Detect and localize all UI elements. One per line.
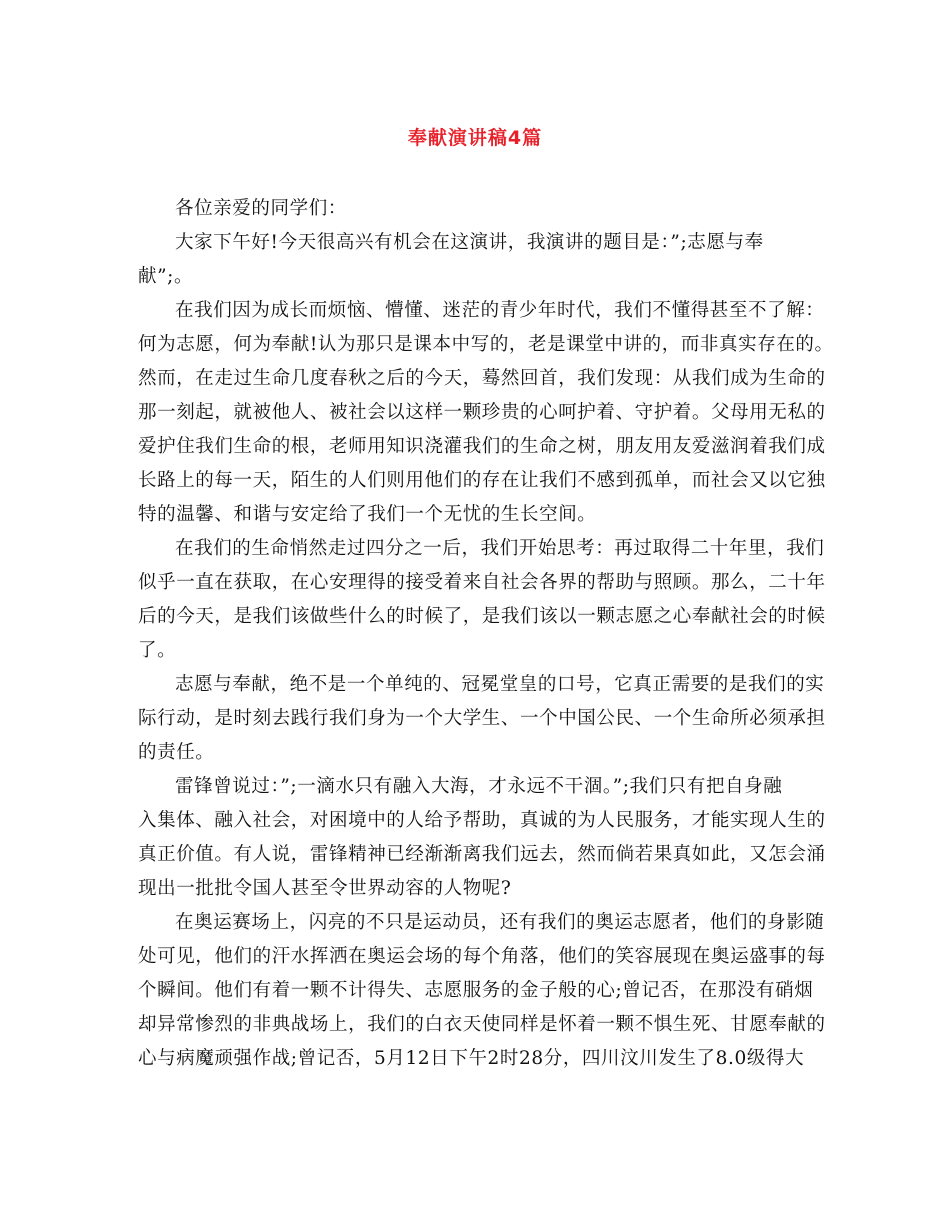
text-line: 处可见，他们的汗水挥洒在奥运会场的每个角落，他们的笑容展现在奥运盛事的每 [138, 946, 826, 967]
text-line: 入集体、融入社会，对困境中的人给予帮助，真诚的为人民服务，才能实现人生的 [138, 810, 826, 831]
text-line: 现出一批批令国人甚至令世界动容的人物呢? [138, 878, 512, 899]
text-line: 的责任。 [138, 742, 215, 763]
text-line: 似乎一直在获取，在心安理得的接受着来自社会各界的帮助与照顾。那么，二十年 [138, 572, 826, 593]
text-line: 那一刻起，就被他人、被社会以这样一颗珍贵的心呵护着、守护着。父母用无私的 [138, 402, 826, 423]
text-line: 雷锋曾说过：”;一滴水只有融入大海，才永远不干涸。”;我们只有把自身融 [175, 776, 783, 797]
document-title: 奉献演讲稿4篇 [407, 127, 543, 149]
text-line: 献”;。 [138, 266, 194, 287]
text-line: 各位亲爱的同学们： [175, 198, 347, 219]
text-line: 长路上的每一天，陌生的人们则用他们的存在让我们不感到孤单，而社会又以它独 [138, 470, 826, 491]
text-line: 何为志愿，何为奉献!认为那只是课本中写的，老是课堂中讲的，而非真实存在的。 [138, 334, 834, 355]
text-line: 真正价值。有人说，雷锋精神已经渐渐离我们远去，然而倘若果真如此，又怎会涌 [138, 844, 826, 865]
text-line: 在我们因为成长而烦恼、懵懂、迷茫的青少年时代，我们不懂得甚至不了解： [175, 300, 825, 321]
text-line: 后的今天，是我们该做些什么的时候了，是我们该以一颗志愿之心奉献社会的时候 [138, 606, 826, 627]
text-line: 心与病魔顽强作战;曾记否，5月12日下午2时28分，四川汶川发生了8.0级得大 [138, 1048, 805, 1069]
text-line: 个瞬间。他们有着一颗不计得失、志愿服务的金子般的心;曾记否，在那没有硝烟 [138, 980, 814, 1001]
text-line: 特的温馨、和谐与安定给了我们一个无忧的生长空间。 [138, 504, 597, 525]
text-line: 志愿与奉献，绝不是一个单纯的、冠冕堂皇的口号，它真正需要的是我们的实 [175, 674, 825, 695]
text-line: 在我们的生命悄然走过四分之一后，我们开始思考：再过取得二十年里，我们 [175, 538, 825, 559]
text-line: 际行动，是时刻去践行我们身为一个大学生、一个中国公民、一个生命所必须承担 [138, 708, 826, 729]
text-line: 大家下午好!今天很高兴有机会在这演讲，我演讲的题目是：”;志愿与奉 [175, 232, 764, 253]
text-line: 在奥运赛场上，闪亮的不只是运动员，还有我们的奥运志愿者，他们的身影随 [175, 912, 825, 933]
text-line: 然而，在走过生命几度春秋之后的今天，蓦然回首，我们发现：从我们成为生命的 [138, 368, 826, 389]
text-line: 爱护住我们生命的根，老师用知识浇灌我们的生命之树，朋友用友爱滋润着我们成 [138, 436, 826, 457]
text-line: 却异常惨烈的非典战场上，我们的白衣天使同样是怀着一颗不惧生死、甘愿奉献的 [138, 1014, 826, 1035]
text-line: 了。 [138, 640, 177, 661]
